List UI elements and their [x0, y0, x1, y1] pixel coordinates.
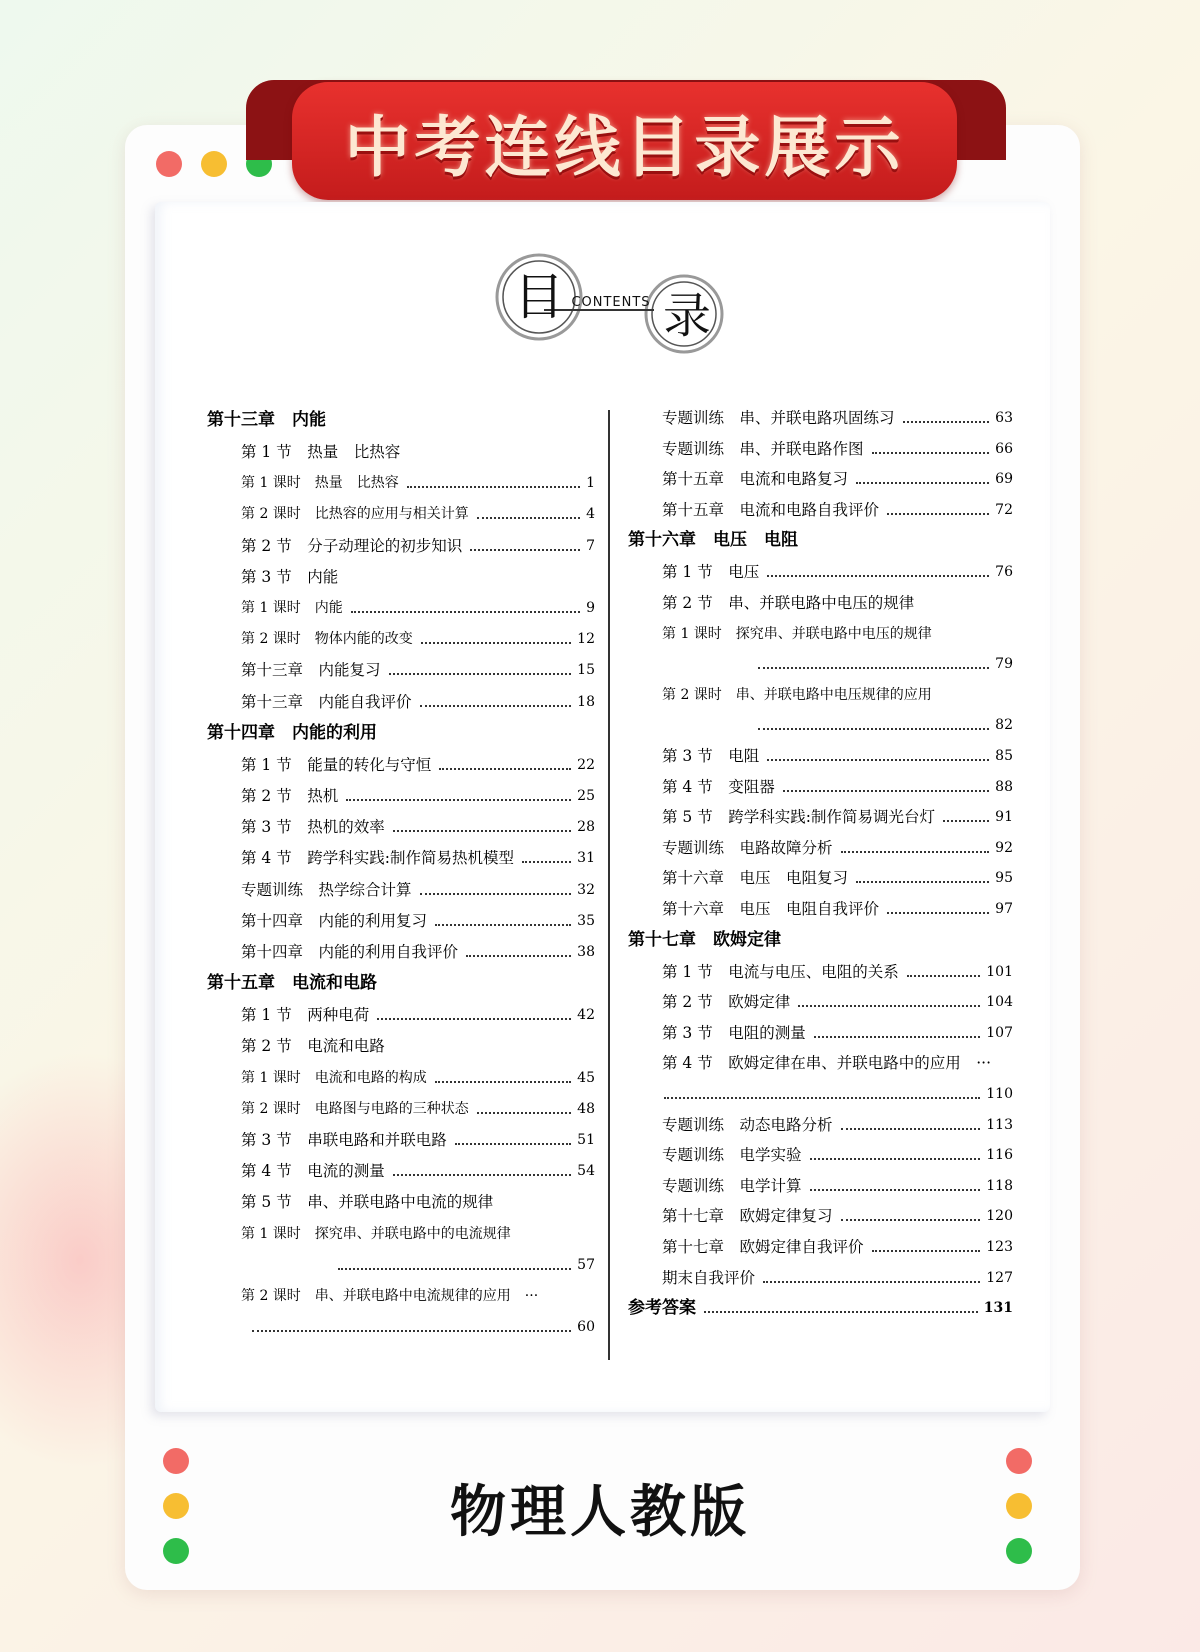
toc-leader-dots: [455, 1143, 571, 1145]
toc-entry: [241, 1286, 595, 1306]
toc-entry-label: 第 4 节 跨学科实践:制作简易热机模型: [241, 849, 514, 868]
toc-page-number: 42: [577, 1007, 595, 1024]
toc-entry: [662, 1053, 1013, 1073]
toc-entry: [241, 755, 595, 775]
toc-entry: [662, 1206, 1013, 1226]
toc-entry: [244, 1317, 595, 1337]
toc-entry: [662, 1237, 1013, 1257]
toc-leader-dots: [439, 768, 571, 770]
toc-entry-label: 第 3 节 电阻的测量: [662, 1023, 806, 1042]
toc-page-number: 54: [577, 1163, 595, 1180]
logo-char-mu: 目: [514, 268, 564, 326]
toc-page-number: 120: [986, 1208, 1013, 1225]
toc-entry-label: 第 1 节 能量的转化与守恒: [241, 755, 432, 774]
toc-entry: [662, 685, 1013, 705]
toc-entry: [241, 1036, 595, 1056]
toc-entry: [241, 848, 595, 868]
toc-leader-dots: [435, 1081, 571, 1083]
toc-entry-label: 专题训练 电学计算: [662, 1176, 802, 1195]
toc-leader-dots: [872, 1250, 981, 1252]
toc-entry-label: 第 1 课时 探究串、并联电路中的电流规律: [241, 1225, 511, 1242]
toc-entry-label: 第十五章 电流和电路复习: [662, 470, 849, 489]
toc-leader-dots: [758, 728, 989, 730]
toc-page-number: 82: [995, 717, 1013, 734]
title-banner: [292, 82, 957, 200]
toc-entry-label: 专题训练 电路故障分析: [662, 838, 833, 857]
toc-page-number: 57: [577, 1256, 595, 1273]
toc-leader-dots: [783, 790, 989, 792]
toc-entry: [207, 410, 595, 430]
toc-leader-dots: [477, 1112, 571, 1114]
toc-entry: [662, 992, 1013, 1012]
toc-page-number: 104: [986, 994, 1013, 1011]
toc-leader-dots: [887, 912, 989, 914]
toc-page-number: 116: [986, 1147, 1013, 1164]
toc-leader-dots: [421, 642, 571, 644]
toc-page-number: 95: [995, 870, 1013, 887]
toc-entry-label: 第十五章 电流和电路自我评价: [662, 500, 880, 519]
toc-entry-label: 第 2 课时 串、并联电路中电流规律的应用 ···: [241, 1288, 539, 1304]
toc-entry: [662, 1176, 1013, 1196]
toc-entry-label: 第 1 节 电流与电压、电阻的关系: [662, 962, 899, 981]
toc-leader-dots: [814, 1036, 981, 1038]
toc-entry-label: 第 5 节 串、并联电路中电流的规律: [241, 1193, 494, 1212]
toc-entry-label: 第 4 节 电流的测量: [241, 1162, 385, 1181]
toc-leader-dots: [393, 1174, 571, 1176]
toc-entry-label: 第 2 节 分子动理论的初步知识: [241, 536, 463, 555]
toc-entry: [241, 880, 595, 900]
toc-entry: [662, 500, 1013, 520]
toc-entry: [662, 408, 1013, 428]
toc-entry-label: 第 1 课时 探究串、并联电路中电压的规律: [662, 625, 932, 642]
toc-entry: [662, 777, 1013, 797]
toc-leader-dots: [856, 482, 989, 484]
toc-entry-label: 专题训练 串、并联电路作图: [662, 439, 864, 458]
toc-entry-label: 第 1 课时 内能: [241, 600, 343, 616]
toc-leader-dots: [389, 673, 572, 675]
toc-entry: [241, 1005, 595, 1025]
toc-entry-label: 第 4 节 变阻器: [662, 777, 775, 796]
toc-entry: [241, 1130, 595, 1150]
toc-entry: [241, 1224, 595, 1244]
toc-entry: [241, 660, 595, 680]
toc-entry-label: 第 2 节 电流和电路: [241, 1037, 385, 1056]
toc-entry-label: 第十六章 电压 电阻: [628, 530, 798, 551]
toc-leader-dots: [393, 830, 571, 832]
toc-leader-dots: [887, 513, 989, 515]
toc-entry: [662, 899, 1013, 919]
toc-page-number: 22: [577, 756, 595, 773]
toc-entry: [662, 1023, 1013, 1043]
toc-leader-dots: [841, 1128, 981, 1130]
toc-entry: [662, 1115, 1013, 1135]
toc-page-number: 4: [586, 506, 595, 523]
toc-entry: [241, 911, 595, 931]
toc-leader-dots: [810, 1158, 981, 1160]
toc-leader-dots: [351, 611, 580, 613]
toc-leader-dots: [407, 486, 580, 488]
contents-logo: [484, 252, 744, 362]
toc-leader-dots: [907, 975, 981, 977]
toc-entry-label: 第十七章 欧姆定律复习: [662, 1207, 833, 1226]
toc-page-number: 85: [995, 748, 1013, 764]
toc-entry-label: 第 3 节 内能: [241, 567, 339, 586]
toc-entry: [750, 654, 1013, 674]
toc-entry: [241, 629, 595, 649]
toc-entry-label: 第 5 节 跨学科实践:制作简易调光台灯: [662, 808, 935, 827]
toc-entry: [628, 530, 1013, 550]
toc-leader-dots: [477, 517, 580, 519]
toc-page-number: 131: [983, 1300, 1013, 1317]
toc-entry: [241, 942, 595, 962]
toc-page-number: 88: [995, 778, 1013, 795]
toc-entry-label: 第十四章 内能的利用: [207, 722, 377, 743]
toc-entry-label: 第十六章 电压 电阻复习: [662, 869, 849, 888]
toc-entry: [241, 1161, 595, 1181]
toc-page-number: 38: [577, 944, 595, 960]
toc-entry-label: 第 2 节 串、并联电路中电压的规律: [662, 594, 915, 612]
toc-page-number: 60: [577, 1319, 595, 1336]
toc-entry-label: 第 2 节 热机: [241, 787, 339, 805]
toc-page-number: 110: [986, 1086, 1013, 1102]
toc-entry-label: 第十七章 欧姆定律: [628, 929, 781, 950]
toc-page-number: 51: [577, 1132, 595, 1148]
toc-page-number: 76: [995, 564, 1013, 581]
toc-page-number: 92: [995, 839, 1013, 856]
toc-page-number: 69: [995, 471, 1013, 488]
toc-page-number: 32: [577, 881, 595, 898]
toc-leader-dots: [466, 955, 571, 957]
toc-entry: [662, 1145, 1013, 1165]
logo-char-lu: 录: [662, 288, 712, 344]
toc-entry: [628, 1298, 1013, 1318]
logo-contents-text: CONTENTS: [571, 295, 651, 310]
toc-entry-label: 第 4 节 欧姆定律在串、并联电路中的应用 ···: [662, 1054, 991, 1073]
toc-entry-label: 第 1 课时 电流和电路的构成: [241, 1069, 427, 1086]
toc-entry: [207, 723, 595, 743]
toc-leader-dots: [252, 1330, 571, 1332]
window-dot-red-icon: [156, 151, 182, 177]
toc-leader-dots: [767, 575, 989, 577]
toc-entry-label: 第十三章 内能复习: [241, 661, 381, 680]
toc-entry-label: 第 2 课时 比热容的应用与相关计算: [241, 506, 469, 523]
toc-entry: [241, 567, 595, 587]
toc-leader-dots: [758, 667, 989, 669]
toc-entry-label: 第十三章 内能: [207, 410, 326, 430]
toc-page-number: 63: [995, 410, 1013, 426]
toc-leader-dots: [872, 452, 990, 454]
toc-entry: [207, 973, 595, 993]
toc-entry-label: 第十七章 欧姆定律自我评价: [662, 1238, 864, 1256]
toc-entry-label: 第 1 节 两种电荷: [241, 1006, 370, 1025]
column-divider: [608, 410, 610, 1360]
toc-entry: [241, 442, 595, 462]
toc-entry: [241, 536, 595, 556]
toc-entry-label: 专题训练 电学实验: [662, 1146, 802, 1165]
toc-entry: [662, 624, 1013, 644]
toc-entry: [241, 786, 595, 806]
toc-page-number: 15: [577, 662, 595, 679]
toc-leader-dots: [470, 549, 580, 551]
window-dot-yellow-icon: [201, 151, 227, 177]
toc-entry: [662, 746, 1013, 766]
toc-page-number: 9: [586, 600, 595, 616]
toc-entry: [662, 593, 1013, 613]
toc-leader-dots: [763, 1281, 980, 1283]
toc-entry: [656, 1084, 1013, 1104]
toc-leader-dots: [420, 705, 572, 707]
toc-page-number: 45: [577, 1069, 595, 1086]
toc-entry-label: 第 2 节 欧姆定律: [662, 993, 791, 1012]
toc-entry: [241, 1068, 595, 1088]
toc-entry: [662, 868, 1013, 888]
toc-leader-dots: [810, 1189, 981, 1191]
toc-leader-dots: [856, 881, 989, 883]
toc-page-number: 1: [586, 475, 595, 492]
toc-entry-label: 第 3 节 电阻: [662, 747, 760, 765]
toc-entry-label: 第十四章 内能的利用自我评价: [241, 943, 459, 961]
toc-entry: [241, 1099, 595, 1119]
toc-page-number: 72: [995, 501, 1013, 518]
toc-page-number: 25: [577, 788, 595, 804]
toc-page-number: 35: [577, 912, 595, 929]
toc-page-number: 101: [986, 963, 1013, 980]
toc-page-number: 97: [995, 901, 1013, 917]
toc-page-number: 107: [986, 1024, 1013, 1041]
toc-entry: [241, 1192, 595, 1212]
toc-entry: [241, 817, 595, 837]
toc-entry: [662, 962, 1013, 982]
toc-entry-label: 第 1 节 热量 比热容: [241, 443, 401, 461]
toc-entry-label: 专题训练 串、并联电路巩固练习: [662, 409, 895, 427]
toc-page-number: 91: [995, 809, 1013, 826]
toc-page-number: 127: [986, 1269, 1013, 1286]
toc-page-number: 113: [986, 1116, 1013, 1133]
toc-entry: [662, 439, 1013, 459]
toc-entry: [628, 930, 1013, 950]
toc-leader-dots: [346, 799, 571, 801]
toc-entry: [330, 1255, 595, 1275]
toc-page-number: 123: [986, 1239, 1013, 1255]
toc-entry: [241, 692, 595, 712]
toc-page-number: 48: [577, 1100, 595, 1117]
toc-entry-label: 第十四章 内能的利用复习: [241, 911, 428, 930]
toc-page-number: 7: [586, 537, 595, 554]
toc-entry-label: 第 1 节 电压: [662, 563, 760, 582]
toc-entry: [662, 838, 1013, 858]
toc-entry: [241, 473, 595, 493]
toc-leader-dots: [943, 820, 989, 822]
edition-title: 物理人教版: [450, 1480, 750, 1545]
toc-entry-label: 专题训练 热学综合计算: [241, 880, 412, 899]
toc-entry-label: 第 2 课时 电路图与电路的三种状态: [241, 1100, 469, 1117]
toc-leader-dots: [798, 1005, 980, 1007]
toc-entry: [662, 562, 1013, 582]
toc-leader-dots: [420, 893, 572, 895]
toc-leader-dots: [435, 924, 571, 926]
toc-entry-label: 第 3 节 串联电路和并联电路: [241, 1131, 447, 1149]
toc-entry: [750, 715, 1013, 735]
toc-page-number: 28: [577, 819, 595, 836]
toc-page-number: 66: [995, 440, 1013, 457]
toc-page-number: 12: [577, 631, 595, 648]
toc-entry-label: 期末自我评价: [662, 1268, 756, 1287]
toc-entry-label: 第十三章 内能自我评价: [241, 692, 412, 711]
toc-entry: [662, 1268, 1013, 1288]
toc-page-number: 31: [577, 850, 595, 867]
toc-entry-label: 参考答案: [628, 1298, 696, 1319]
toc-leader-dots: [338, 1268, 571, 1270]
toc-page-number: 79: [995, 656, 1013, 673]
toc-leader-dots: [522, 861, 571, 863]
toc-entry-label: 第 2 课时 物体内能的改变: [241, 631, 413, 648]
toc-entry: [662, 807, 1013, 827]
toc-page-number: 18: [577, 693, 595, 710]
toc-entry: [662, 469, 1013, 489]
toc-leader-dots: [841, 1219, 981, 1221]
toc-page-number: 118: [986, 1177, 1013, 1194]
banner-title: 中考连线目录展示: [344, 108, 905, 186]
toc-leader-dots: [704, 1311, 978, 1313]
toc-entry-label: 第 3 节 热机的效率: [241, 818, 385, 837]
toc-entry-label: 专题训练 动态电路分析: [662, 1115, 833, 1134]
toc-entry: [241, 504, 595, 524]
toc-entry-label: 第十六章 电压 电阻自我评价: [662, 900, 880, 918]
toc-leader-dots: [903, 421, 990, 423]
toc-leader-dots: [841, 851, 990, 853]
toc-leader-dots: [377, 1018, 571, 1020]
toc-entry-label: 第 1 课时 热量 比热容: [241, 475, 399, 492]
toc-entry-label: 第十五章 电流和电路: [207, 973, 377, 994]
toc-entry: [241, 598, 595, 618]
toc-leader-dots: [664, 1097, 980, 1099]
toc-leader-dots: [767, 759, 989, 761]
toc-entry-label: 第 2 课时 串、并联电路中电压规律的应用: [662, 686, 932, 703]
